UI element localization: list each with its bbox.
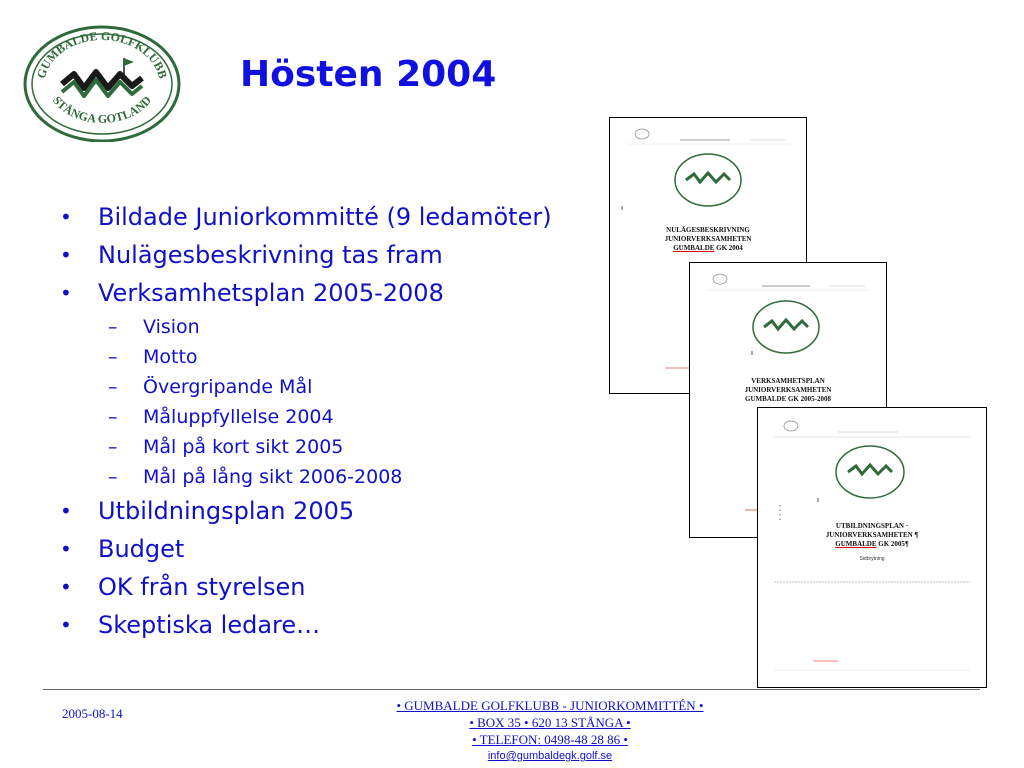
footer-email-link[interactable]: info@gumbaldegk.golf.se	[487, 750, 613, 762]
document-title	[690, 377, 886, 404]
bullet-text: Budget	[98, 535, 185, 563]
doc-title-line3: GUMBALDE GK 2005-2008	[745, 395, 831, 403]
bullet-marker: •	[60, 243, 72, 267]
bullet-item	[60, 606, 620, 644]
doc-title-line2: JUNIORVERKSAMHETEN	[664, 235, 752, 243]
slide-title: Hösten 2004	[240, 54, 497, 95]
bullet-item	[60, 568, 620, 606]
bullet-marker: •	[60, 499, 72, 523]
sub-bullet-item	[60, 402, 620, 432]
document-title	[758, 522, 986, 549]
dash-marker: –	[108, 466, 118, 488]
bullet-item	[60, 530, 620, 568]
logo-text-top: GUMBALDE GOLFKLUBB	[33, 28, 171, 81]
doc-title-line1: VERKSAMHETSPLAN	[751, 377, 825, 385]
doc-title-line3-rest: GK 2005¶	[876, 540, 909, 548]
doc-title-line1: UTBILDNINGSPLAN ·	[835, 522, 909, 530]
sub-bullet-item	[60, 372, 620, 402]
bullet-text: OK från styrelsen	[98, 573, 306, 601]
dash-marker: –	[108, 346, 118, 368]
footer-contact	[320, 697, 780, 765]
sub-bullet-item	[60, 312, 620, 342]
bullet-item	[60, 492, 620, 530]
footer-line-club[interactable]: • GUMBALDE GOLFKLUBB - JUNIORKOMMITTÉN •	[396, 698, 704, 713]
bullet-list	[60, 198, 620, 644]
bullet-text: Måluppfyllelse 2004	[143, 406, 334, 428]
doc-title-line2: JUNIORVERKSAMHETEN	[744, 386, 832, 394]
dash-marker: –	[108, 316, 118, 338]
sub-bullet-item	[60, 432, 620, 462]
bullet-text: Vision	[143, 316, 200, 338]
bullet-marker: •	[60, 613, 72, 637]
doc-title-line2: JUNIORVERKSAMHETEN ¶	[825, 531, 919, 539]
doc-title-line3-underlined: GUMBALDE	[673, 244, 715, 252]
bullet-text: Mål på kort sikt 2005	[143, 436, 344, 458]
doc-title-line3-rest: GK 2004	[714, 244, 743, 252]
dash-marker: –	[108, 406, 118, 428]
bullet-text: Skeptiska ledare…	[98, 611, 321, 639]
footer-date: 2005-08-14	[62, 706, 123, 721]
bullet-text: Verksamhetsplan 2005-2008	[98, 279, 444, 307]
dash-marker: –	[108, 436, 118, 458]
bullet-text: Motto	[143, 346, 198, 368]
club-logo	[22, 22, 182, 142]
footer-line-phone[interactable]: • TELEFON: 0498-48 28 86 •	[472, 732, 628, 747]
doc-title-line3-underlined: GUMBALDE	[835, 540, 877, 548]
bullet-item	[60, 198, 620, 236]
document-title	[610, 226, 806, 253]
sub-bullet-item	[60, 462, 620, 492]
bullet-marker: •	[60, 205, 72, 229]
bullet-text: Nulägesbeskrivning tas fram	[98, 241, 443, 269]
document-thumbnail-utbildningsplan	[757, 407, 987, 688]
bullet-text: Bildade Juniorkommitté (9 ledamöter)	[98, 203, 552, 231]
doc-title-line1: NULÄGESBESKRIVNING	[666, 226, 750, 234]
dash-marker: –	[108, 376, 118, 398]
footer-divider	[43, 689, 980, 690]
bullet-item	[60, 236, 620, 274]
bullet-marker: •	[60, 537, 72, 561]
logo-text-bottom: STÅNGA GOTLAND	[49, 93, 155, 126]
bullet-marker: •	[60, 281, 72, 305]
bullet-text: Övergripande Mål	[143, 376, 313, 398]
bullet-item	[60, 274, 620, 312]
page-break-label: Sidbrytning	[859, 556, 885, 562]
bullet-marker: •	[60, 575, 72, 599]
bullet-text: Utbildningsplan 2005	[98, 497, 355, 525]
sub-bullet-item	[60, 342, 620, 372]
bullet-text: Mål på lång sikt 2006-2008	[143, 466, 403, 488]
footer-line-address[interactable]: • BOX 35 • 620 13 STÅNGA •	[469, 715, 631, 730]
